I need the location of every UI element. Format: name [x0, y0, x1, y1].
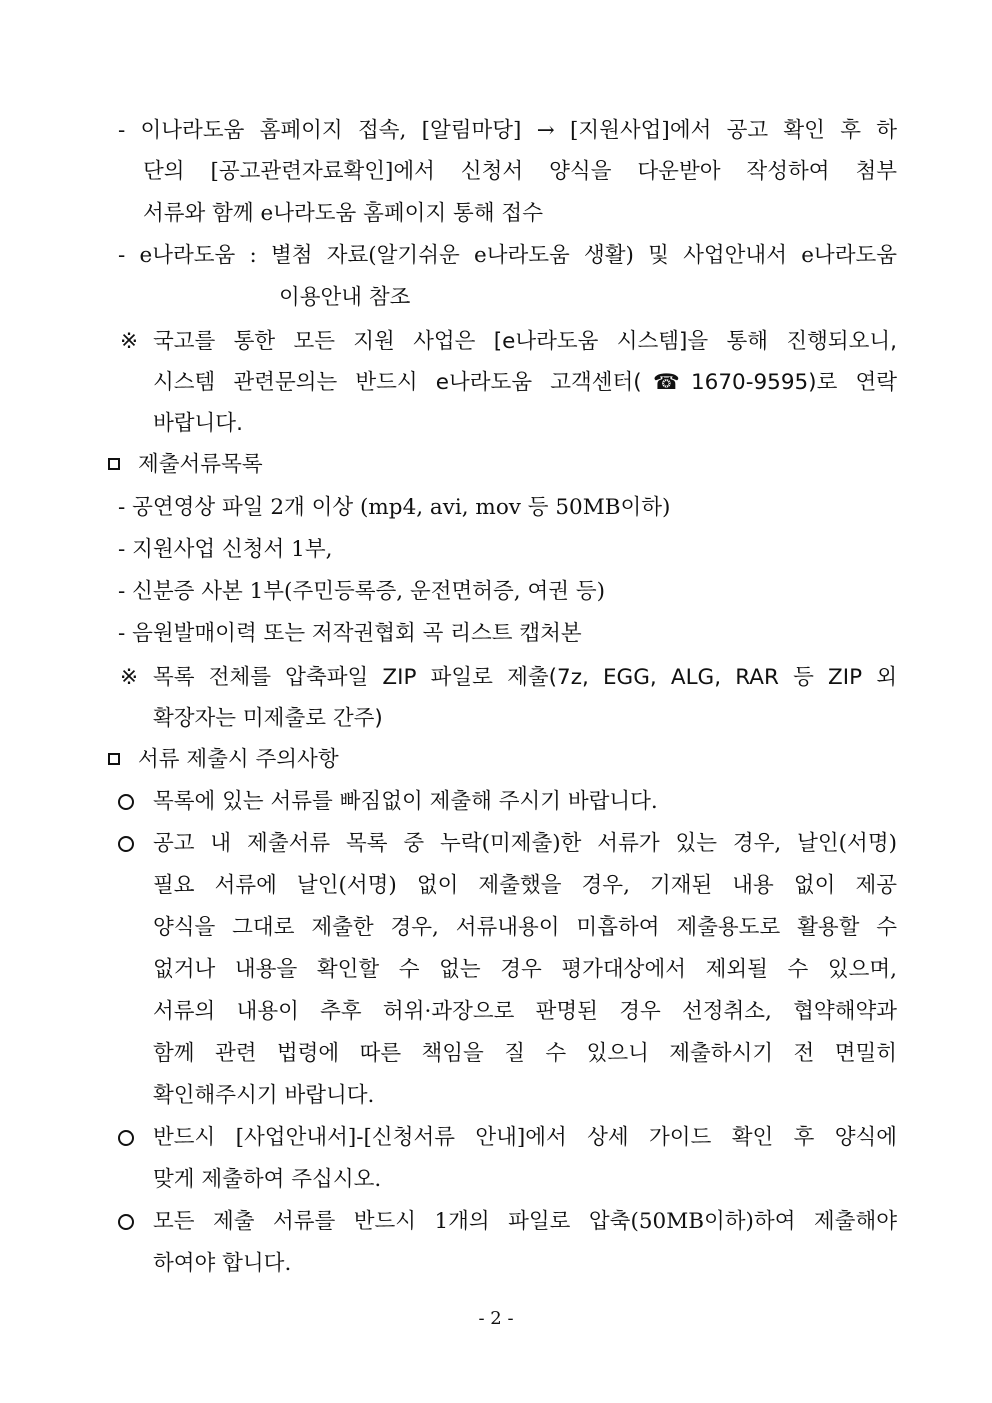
- caution-4-line-1: 모든 제출 서류를 반드시 1개의 파일로 압축(50MB이하)하여 제출해야: [153, 1209, 897, 1234]
- intro-line-4: - e나라도움 : 별첨 자료(알기쉬운 e나라도움 생활) 및 사업안내서 e나라도움: [118, 243, 897, 268]
- list-item: - 공연영상 파일 2개 이상 (mp4, avi, mov 등 50MB이하): [118, 495, 671, 520]
- notice-mark: ※: [120, 329, 139, 354]
- section-title-documents: 제출서류목록: [138, 452, 263, 477]
- notice-line-1: 국고를 통한 모든 지원 사업은 [e나라도움 시스템]을 통해 진행되오니,: [153, 329, 897, 354]
- zip-notice-line-2: 확장자는 미제출로 간주): [153, 706, 383, 731]
- caution-2-line-6: 함께 관련 법령에 따른 책임을 질 수 있으니 제출하시기 전 면밀히: [153, 1041, 897, 1066]
- caution-2-line-2: 필요 서류에 날인(서명) 없이 제출했을 경우, 기재된 내용 없이 제공: [153, 873, 897, 898]
- caution-3-line-1: 반드시 [사업안내서]-[신청서류 안내]에서 상세 가이드 확인 후 양식에: [153, 1125, 898, 1150]
- caution-1-line-1: 목록에 있는 서류를 빠짐없이 제출해 주시기 바랍니다.: [153, 789, 658, 814]
- caution-4-line-2: 하여야 합니다.: [153, 1251, 292, 1276]
- intro-line-3: 서류와 함께 e나라도움 홈페이지 통해 접수: [143, 201, 543, 226]
- list-item: - 음원발매이력 또는 저작권협회 곡 리스트 캡처본: [118, 621, 582, 646]
- caution-2-line-4: 없거나 내용을 확인할 수 없는 경우 평가대상에서 제외될 수 있으며,: [153, 957, 897, 982]
- caution-2-line-1: 공고 내 제출서류 목록 중 누락(미제출)한 서류가 있는 경우, 날인(서명): [153, 831, 897, 856]
- checkbox-square-icon: [108, 753, 120, 765]
- intro-line-2: 단의 [공고관련자료확인]에서 신청서 양식을 다운받아 작성하여 첨부: [143, 159, 897, 184]
- section-title-cautions: 서류 제출시 주의사항: [138, 747, 339, 772]
- intro-line-1: - 이나라도움 홈페이지 접속, [알림마당] → [지원사업]에서 공고 확인 후 하: [118, 118, 897, 143]
- page-number: - 2 -: [478, 1308, 514, 1329]
- zip-notice-line-1: 목록 전체를 압축파일 ZIP 파일로 제출(7z, EGG, ALG, RAR 등 ZIP 외: [153, 665, 897, 690]
- notice-line-2: 시스템 관련문의는 반드시 e나라도움 고객센터(☎1670-9595)로 연락: [153, 370, 897, 395]
- list-item: - 신분증 사본 1부(주민등록증, 운전면허증, 여권 등): [118, 579, 606, 604]
- notice-mark: ※: [120, 665, 139, 690]
- notice-line-3: 바랍니다.: [153, 411, 243, 436]
- caution-2-line-7: 확인해주시기 바랍니다.: [153, 1083, 375, 1108]
- caution-2-line-5: 서류의 내용이 추후 허위·과장으로 판명된 경우 선정취소, 협약해약과: [153, 999, 897, 1024]
- circle-bullet-icon: [118, 794, 134, 810]
- circle-bullet-icon: [118, 1130, 134, 1146]
- intro-line-5: 이용안내 참조: [279, 285, 411, 310]
- caution-3-line-2: 맞게 제출하여 주십시오.: [153, 1167, 382, 1192]
- circle-bullet-icon: [118, 836, 134, 852]
- list-item: - 지원사업 신청서 1부,: [118, 537, 333, 562]
- checkbox-square-icon: [108, 458, 120, 470]
- circle-bullet-icon: [118, 1214, 134, 1230]
- caution-2-line-3: 양식을 그대로 제출한 경우, 서류내용이 미흡하여 제출용도로 활용할 수: [153, 915, 897, 940]
